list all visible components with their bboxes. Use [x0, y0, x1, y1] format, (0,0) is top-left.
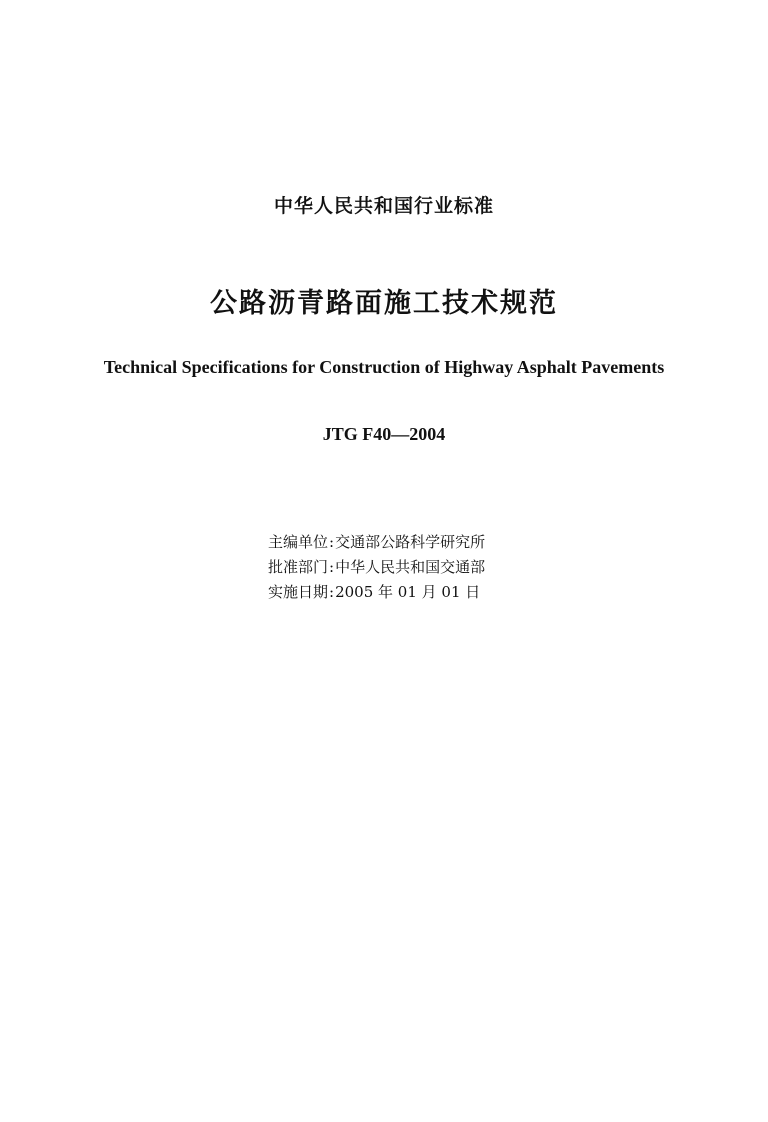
info-separator: : [329, 558, 335, 576]
info-row-editor [268, 530, 485, 555]
info-label: 批准部门 [268, 558, 329, 576]
info-label: 主编单位 [268, 533, 329, 551]
info-label: 实施日期 [268, 583, 329, 601]
info-separator: : [329, 533, 335, 551]
standard-type-heading: 中华人民共和国行业标准 [273, 195, 494, 217]
info-value: 2005 年 01 月 01 日 [335, 583, 481, 601]
info-separator: : [329, 583, 335, 601]
info-row-effective-date [268, 580, 485, 605]
publication-info [268, 530, 485, 605]
info-row-approver [268, 555, 485, 580]
english-title: Technical Specifications for Construction of Highway Asphalt Pavements [103, 357, 665, 377]
info-value: 交通部公路科学研究所 [335, 533, 486, 551]
info-value: 中华人民共和国交通部 [335, 558, 486, 576]
chinese-title: 公路沥青路面施工技术规范 [210, 288, 558, 319]
standard-code: JTG F40—2004 [322, 424, 446, 444]
